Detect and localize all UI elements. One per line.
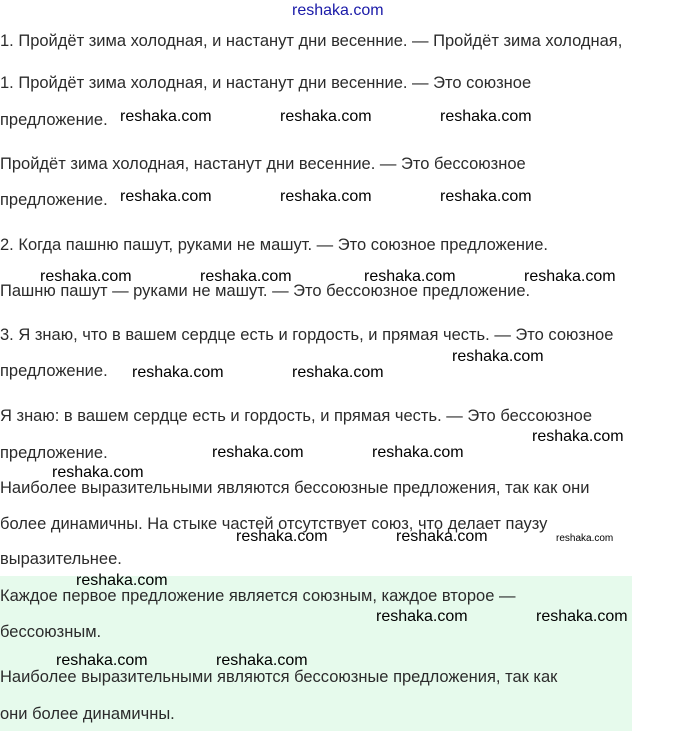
watermark: reshaka.com	[120, 188, 212, 205]
watermark: reshaka.com	[212, 444, 304, 461]
watermark: reshaka.com	[452, 348, 544, 365]
text-line: Наиболее выразительными являются бессоюзные предложения, так как они	[0, 479, 590, 497]
watermark: reshaka.com	[364, 268, 456, 285]
answer-line: Каждое первое предложение является союзным, каждое второе —	[0, 587, 516, 605]
watermark: reshaka.com	[532, 428, 624, 445]
watermark: reshaka.com	[216, 652, 308, 669]
watermark: reshaka.com	[120, 108, 212, 125]
answer-line: бессоюзным.	[0, 623, 102, 641]
watermark: reshaka.com	[132, 364, 224, 381]
text-line: 1. Пройдёт зима холодная, и настанут дни весенние. — Пройдёт зима холодная,	[0, 32, 623, 50]
text-line: Пройдёт зима холодная, настанут дни весенние. — Это бессоюзное	[0, 155, 526, 173]
text-line: выразительнее.	[0, 550, 122, 568]
watermark: reshaka.com	[440, 188, 532, 205]
watermark: reshaka.com	[292, 2, 384, 19]
watermark: reshaka.com	[556, 533, 614, 544]
watermark: reshaka.com	[292, 364, 384, 381]
watermark: reshaka.com	[280, 188, 372, 205]
text-line: Я знаю: в вашем сердце есть и гордость, и прямая честь. — Это бессоюзное	[0, 407, 593, 425]
text-line: 1. Пройдёт зима холодная, и настанут дни весенние. — Это союзное	[0, 74, 532, 92]
text-line: 3. Я знаю, что в вашем сердце есть и гордость, и прямая честь. — Это союзное	[0, 326, 614, 344]
text-line: предложение.	[0, 362, 108, 380]
text-line: предложение.	[0, 111, 108, 129]
text-line: более динамичны. На стыке частей отсутствует союз, что делает паузу	[0, 515, 548, 533]
watermark: reshaka.com	[376, 608, 468, 625]
watermark: reshaka.com	[440, 108, 532, 125]
watermark: reshaka.com	[536, 608, 628, 625]
watermark: reshaka.com	[76, 572, 168, 589]
watermark: reshaka.com	[40, 268, 132, 285]
watermark: reshaka.com	[236, 528, 328, 545]
watermark: reshaka.com	[52, 464, 144, 481]
text-line: предложение.	[0, 444, 108, 462]
text-line: 2. Когда пашню пашут, руками не машут. — Это союзное предложение.	[0, 236, 548, 254]
watermark: reshaka.com	[280, 108, 372, 125]
watermark: reshaka.com	[524, 268, 616, 285]
watermark: reshaka.com	[396, 528, 488, 545]
watermark: reshaka.com	[56, 652, 148, 669]
text-line: предложение.	[0, 191, 108, 209]
watermark: reshaka.com	[200, 268, 292, 285]
text-line: Пашню пашут — руками не машут. — Это бессоюзное предложение.	[0, 282, 531, 300]
answer-line: Наиболее выразительными являются бессоюзные предложения, так как	[0, 668, 558, 686]
answer-line: они более динамичны.	[0, 705, 175, 723]
watermark: reshaka.com	[372, 444, 464, 461]
